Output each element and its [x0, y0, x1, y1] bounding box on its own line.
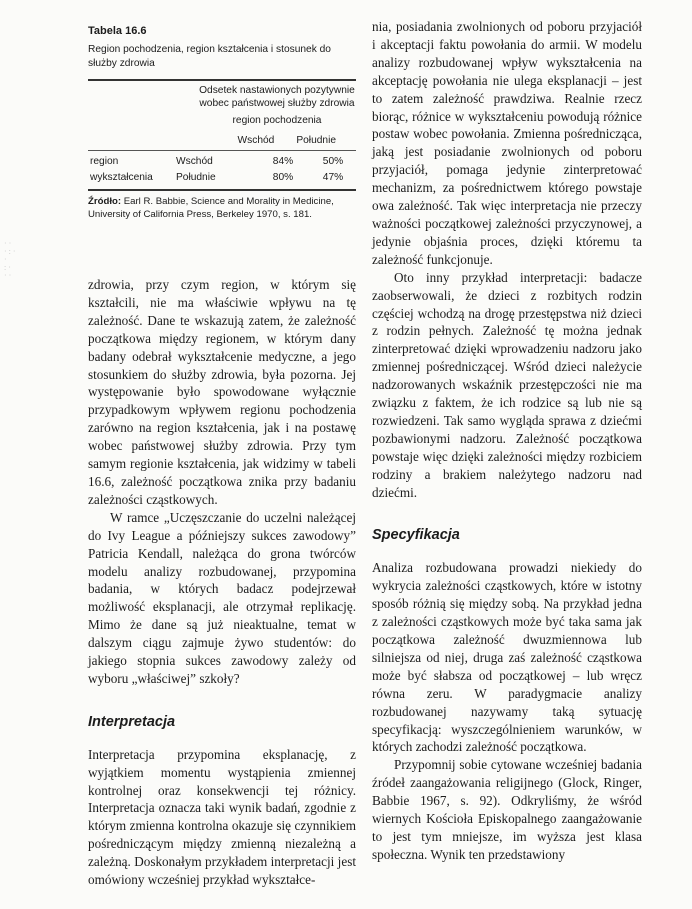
source-label: Źródło: — [88, 196, 122, 207]
table-source — [88, 196, 356, 221]
table-bottom-rule — [88, 189, 356, 191]
col-header-east: Wschód — [237, 135, 275, 146]
left-column — [88, 276, 356, 889]
table-column-headers — [88, 134, 336, 148]
left-paragraph-3: Interpretacja przypomina eksplanację, z wyjątkiem momentu wystąpienia zmiennej kontrolnej oraz konsekwencji tej różnicy. Interpretacja oznacza taki wynik badań, zgodnie z którym zmienna kontrolna okazuje się czynnikiem pośredniczącym między zmienną niezależną a zależną. Doskonałym przykładem interpretacji jest omówiony wcześniej przykład wykształce- — [88, 746, 356, 888]
heading-interpretacja: Interpretacja — [88, 713, 176, 730]
right-paragraph-3: Analiza rozbudowana prowadzi niekiedy do wykrycia zależności cząstkowych, które w istotny sposób różnią się między sobą. Na przykład jedna z zależności cząstkowych może być taka sama jak początkowa zależność dwuzmiennowa lub silniejsza od niej, druga zaś zależność cząstkowa może być słabsza od początkowej – lub wręcz równa zeru. W paradygmacie analizy rozbudowanej nazywamy taką sytuację specyfikacją: wyszczególnieniem warunków, w których zachodzi zależność początkowa. — [372, 560, 642, 755]
table-header — [88, 84, 356, 110]
source-text: Earl R. Babbie, Science and Morality in Medicine, University of California Press, Berkeley 1970, s. 181. — [88, 196, 334, 220]
left-paragraph-2: W ramce „Uczęszczanie do uczelni należącej do Ivy League a późniejszy sukces zawodowy” Patricia Kendall, należąca do grona twórców modelu analizy rozbudowanej, przypomina badania, w których badacz podejrzewał możliwość eksplanacji, ale otrzymał replikację. Mimo że dane są już nieaktualne, temat w dalszym ciągu zajmuje żywo studentów: do jakiego stopnia sukces zawodowy zależy od wyboru „właściwej” szkoły? — [88, 509, 356, 686]
left-paragraph-1: zdrowia, przy czym region, w którym się kształcili, nie ma właściwie wpływu na tę zależność. Dane te wskazują zatem, że zależność początkowa między regionem, w którym dany badany odebrał wykształcenie medyczne, a jego stosunkiem do służby zdrowia, była pozorna. Jej występowanie było spowodowane wyłącznie przypadkowym wpływem regionu pochodzenia zarówno na region kształcenia, jak i na postawę wobec państwowej służby zdrowia. Przy tym samym regionie kształcenia, jak widzimy w tabeli 16.6, zależność początkowa znika przy badaniu zależności cząstkowych. — [88, 277, 356, 507]
table-header-group: region pochodzenia — [232, 115, 322, 126]
scan-margin-noise: · · · : · · : · · · — [4, 239, 16, 280]
table-row — [88, 170, 356, 186]
right-paragraph-4: Przypomnij sobie cytowane wcześniej badania źródeł zaangażowania religijnego (Glock, Ringer, Babbie 1967, s. 92). Odkryliśmy, że wśród wiernych Kościoła Episkopalnego zaangażowanie to jest tym mniejsze, im wyższa jest klasa społeczna. Wynik ten przedstawiony — [372, 757, 642, 862]
cell-value: 80% — [272, 172, 294, 183]
table-header-line1: Odsetek nastawionych pozytywnie — [199, 85, 355, 96]
table-mid-rule — [88, 150, 356, 151]
table-header-line2: wobec państwowej służby zdrowia — [199, 98, 355, 109]
table-body — [88, 154, 356, 186]
row-label2: Południe — [176, 172, 216, 183]
table-title: Region pochodzenia, region kształcenia i stosunek do służby zdrowia — [88, 44, 331, 69]
table-number: Tabela 16.6 — [88, 25, 147, 37]
row-label2: Wschód — [176, 156, 213, 167]
heading-specyfikacja: Specyfikacja — [372, 527, 460, 544]
cell-value: 47% — [322, 172, 344, 183]
right-paragraph-1: nia, posiadania zwolnionych od poboru przyjaciół i akceptacji faktu powołania do armii. W modelu analizy rozbudowanej wpływ wykształcenia na akceptację powołania nie ulega eksplanacji – jest to zatem zależność prawdziwa. Realnie rzecz biorąc, różnice w wykształceniu powodują różnice postaw wobec powołania. Zmienna pośrednicząca, jaką jest posiadanie zwolnionych od poboru przyjaciół, pomaga jedynie zinterpretować mechanizm, za pośrednictwem którego powstaje owa zależność. Tak więc interpretacja nie przeczy ważności początkowej zależności przyczynowej, a jedynie objaśnia proces, dzięki któremu ta zależność funkcjonuje. — [372, 19, 642, 267]
row-label1: wykształcenia — [90, 172, 153, 183]
table-row — [88, 154, 356, 170]
cell-value: 84% — [272, 156, 294, 167]
right-column — [372, 18, 642, 864]
col-header-south: Południe — [296, 135, 336, 146]
table-top-rule — [88, 79, 356, 81]
right-paragraph-2: Oto inny przykład interpretacji: badacze zaobserwowali, że dzieci z rozbitych rodzin częściej wchodzą na drogę przestępstwa niż dzieci z rodzin pełnych. Zależność tę można jednak zinterpretować dzięki wprowadzeniu nadzoru jako zmiennej pośredniczącej. Wśród dzieci należycie nadzorowanych wskaźnik przestępczości nie ma związku z faktem, że ich rodzice są lub nie są rozwiedzeni. Tak samo wygląda sprawa z dziećmi pozbawionymi nadzoru. Zależność początkowa powstaje więc dzięki zależności między rozbiciem rodziny a brakiem należytego nadzoru nad dziećmi. — [372, 269, 642, 500]
cell-value: 50% — [322, 156, 344, 167]
row-label1: region — [90, 156, 119, 167]
table-16-6 — [88, 24, 356, 221]
